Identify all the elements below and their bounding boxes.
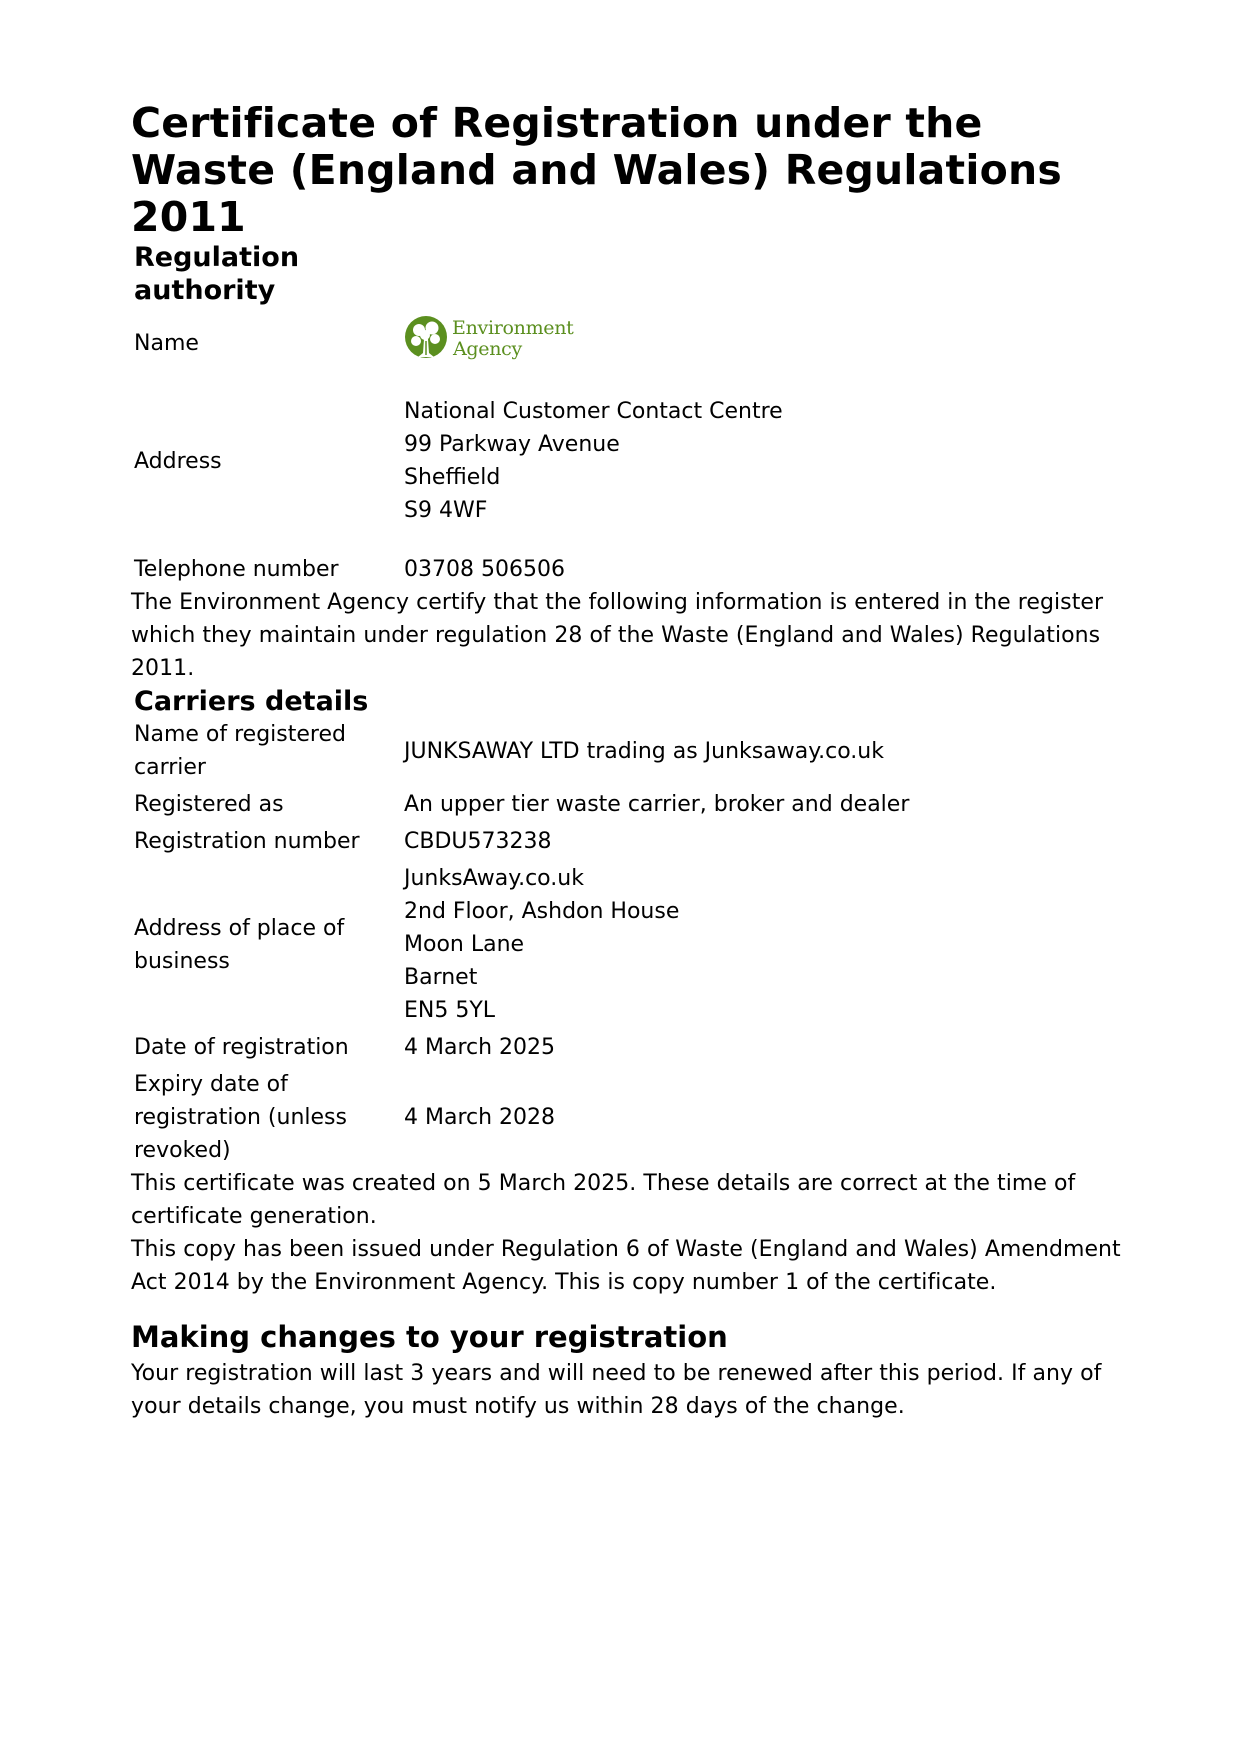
carrier-name-row [131, 718, 1121, 784]
authority-address-label: Address [134, 448, 222, 474]
carriers-details-heading: Carriers details [134, 686, 369, 717]
telephone-value: 03708 506506 [404, 557, 565, 582]
registration-date-label: Date of registration [134, 1035, 349, 1060]
regulation-authority-heading: Regulation authority [134, 242, 300, 306]
address-line: Barnet [404, 965, 478, 990]
address-line: JunksAway.co.uk [404, 866, 584, 891]
address-line: National Customer Contact Centre [404, 399, 783, 424]
registered-as-row [131, 788, 1121, 821]
address-line: 99 Parkway Avenue [404, 432, 620, 457]
registered-as-label: Registered as [134, 792, 284, 817]
address-line: Moon Lane [404, 932, 525, 957]
address-line: EN5 5YL [404, 998, 496, 1023]
business-address-label: Address of place of business [134, 915, 345, 974]
address-line: 2nd Floor, Ashdon House [404, 899, 680, 924]
address-line: Sheffield [404, 465, 501, 490]
tree-logo-icon [404, 315, 448, 363]
making-changes-heading: Making changes to your registration [131, 1320, 728, 1354]
authority-name-value [404, 311, 1121, 363]
expiry-date-label: Expiry date of registration (unless revoked) [134, 1072, 347, 1163]
intro-paragraph: The Environment Agency certify that the following information is entered in the register which they maintain under regulation 28 of the Waste (England and Wales) Regulations 2011. [131, 590, 1104, 681]
logo-line-1: Environment [452, 317, 574, 339]
logo-wordmark [452, 318, 574, 360]
telephone-label: Telephone number [134, 557, 339, 582]
certificate-created-note: This certificate was created on 5 March 2025. These details are correct at the time of certificate generation. [131, 1171, 1076, 1229]
business-address-value [404, 862, 1121, 1027]
carriers-details-table [131, 718, 1121, 1167]
registration-date-row [131, 1031, 1121, 1064]
copy-issued-note: This copy has been issued under Regulation 6 of Waste (England and Wales) Amendment Act 2014 by the Environment Agency. This is copy number 1 of the certificate. [131, 1237, 1121, 1295]
authority-address-row [131, 395, 1121, 527]
making-changes-text: Your registration will last 3 years and will need to be renewed after this period. If any of your details change, you must notify us within 28 days of the change. [131, 1361, 1102, 1419]
carrier-name-label: Name of registered carrier [134, 722, 346, 780]
page-title: Certificate of Registration under the Waste (England and Wales) Regulations 2011 [131, 99, 1062, 241]
authority-name-row [131, 311, 1121, 395]
address-line: S9 4WF [404, 498, 488, 523]
registered-as-value: An upper tier waste carrier, broker and dealer [404, 792, 910, 817]
business-address-row [131, 862, 1121, 1027]
logo-line-2: Agency [453, 338, 522, 360]
expiry-date-value: 4 March 2028 [404, 1105, 556, 1130]
registration-number-label: Registration number [134, 829, 360, 854]
registration-number-value: CBDU573238 [404, 829, 552, 854]
authority-telephone-row [131, 553, 1121, 586]
registration-number-row [131, 825, 1121, 858]
authority-name-label: Name [134, 331, 199, 356]
authority-address-value [404, 395, 1121, 527]
expiry-date-row [131, 1068, 1121, 1167]
registration-date-value: 4 March 2025 [404, 1035, 556, 1060]
carrier-name-value: JUNKSAWAY LTD trading as Junksaway.co.uk [404, 738, 884, 764]
certificate-page [131, 100, 1121, 1423]
environment-agency-logo [404, 315, 1121, 363]
